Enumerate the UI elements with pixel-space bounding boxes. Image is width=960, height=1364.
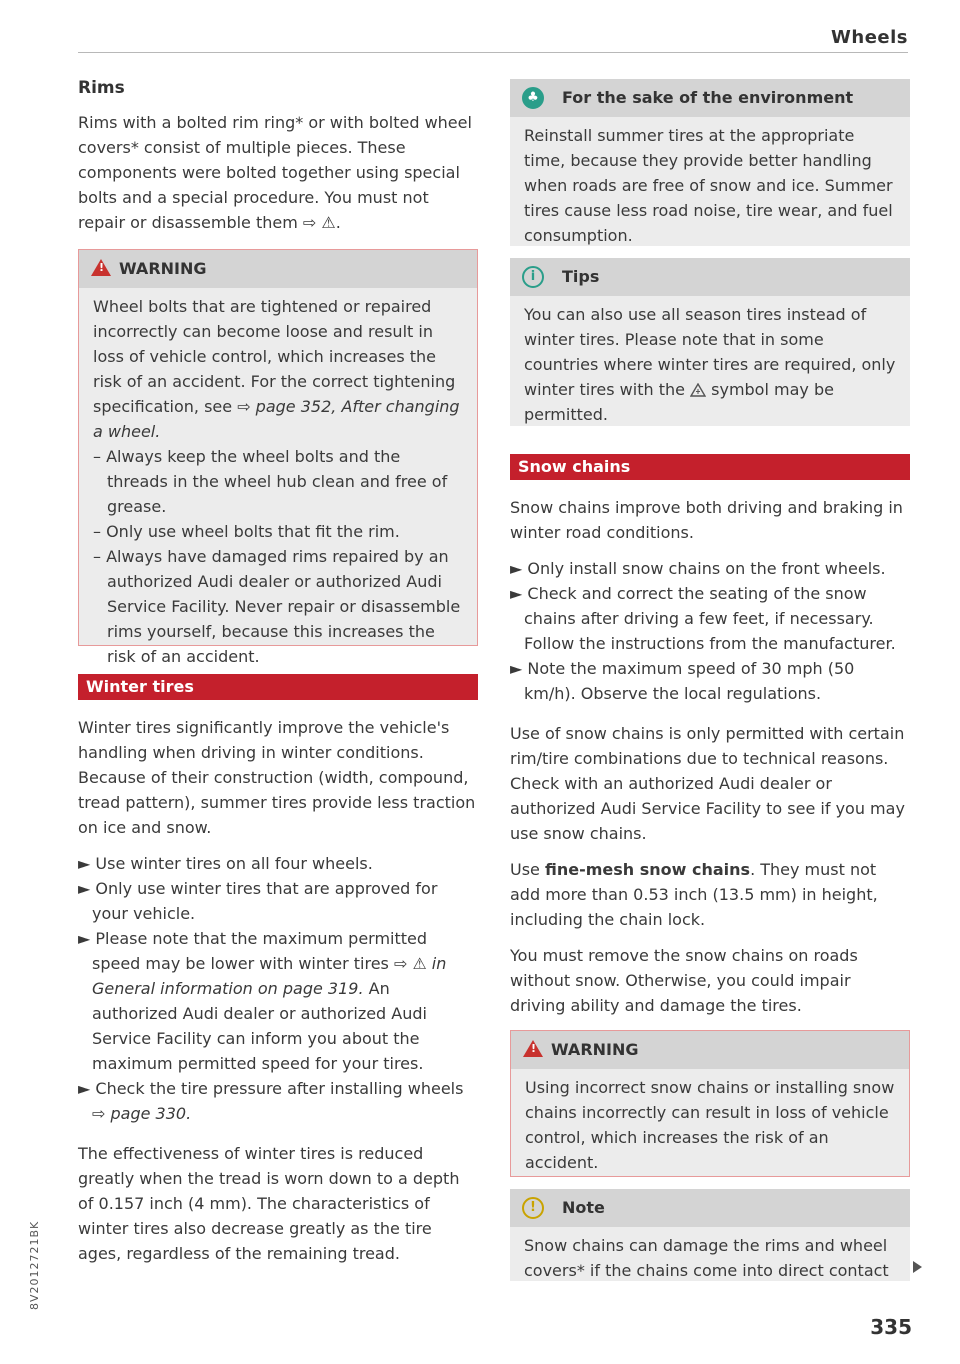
note-header (510, 1189, 910, 1227)
note-box (510, 1189, 910, 1281)
snow-chains-heading: Snow chains (510, 454, 910, 480)
tips-header (510, 258, 910, 296)
exclamation-icon: ! (522, 1197, 544, 1219)
rims-body: Rims with a bolted rim ring* or with bolted wheel covers* consist of multiple pieces. These components were bolted together using special bolts and a special procedure. You must not repair or disassemble them ⇨ ⚠. (78, 113, 472, 232)
tips-text: symbol may be permitted. (524, 380, 834, 424)
tips-box (510, 258, 910, 426)
winter-item (78, 1076, 478, 1126)
margin-code: 8V2012721BK (28, 1220, 41, 1310)
warning-header (511, 1031, 909, 1069)
snow-item: ► Note the maximum speed of 30 mph (50 km/h). Observe the local regulations. (510, 659, 855, 703)
continue-arrow-icon (913, 1261, 922, 1273)
warning-intro-text: Wheel bolts that are tightened or repaired incorrectly can become loose and result in loss of vehicle control, which increases the risk of an accident. For the correct tightening specification, see (93, 297, 456, 416)
snow-list (510, 556, 910, 706)
info-icon: i (522, 266, 544, 288)
winter-item-text: ► Check the tire pressure after installing wheels (78, 1079, 464, 1098)
winter-item: ► Use winter tires on all four wheels. (78, 854, 373, 873)
rims-heading: Rims (78, 78, 125, 98)
warning-body (79, 288, 477, 677)
note-title: Note (562, 1198, 605, 1217)
tips-body (510, 296, 910, 435)
environment-box (510, 79, 910, 246)
warning-item: – Only use wheel bolts that fit the rim. (93, 522, 400, 541)
warning-ref-link[interactable]: ⇨ page 352, After changing a wheel. (93, 397, 460, 441)
leaf-icon: ♣ (522, 87, 544, 109)
snow-intro: Snow chains improve both driving and braking in winter road conditions. (510, 498, 903, 542)
snow-para-text: . They must not add more than 0.53 inch (13.5 mm) in height, including the chain lock. (510, 860, 878, 929)
snow-para-text: Use (510, 860, 545, 879)
note-body: Snow chains can damage the rims and wheel covers* if the chains come into direct contact (524, 1236, 889, 1280)
warning-box-snow-chains (510, 1030, 910, 1177)
warning-intro (93, 294, 463, 444)
snow-para-remove: You must remove the snow chains on roads without snow. Otherwise, you could impair driving ability and damage the tires. (510, 946, 858, 1015)
warning-title: WARNING (119, 259, 207, 278)
snow-item: ► Check and correct the seating of the snow chains after driving a few feet, if necessary. Follow the instructions from the manufacturer. (510, 584, 896, 653)
winter-item-text: ► Please note that the maximum permitted speed may be lower with winter tires (78, 929, 428, 973)
winter-item: ► Only use winter tires that are approved for your vehicle. (78, 879, 438, 923)
warning-header (79, 250, 477, 288)
winter-outro: The effectiveness of winter tires is reduced greatly when the tread is worn down to a depth of 0.157 inch (4 mm). The characteristics of winter tires also decrease greatly as the tire ages, regardless of the remaining tread. (78, 1144, 460, 1263)
snowflake-mountain-icon (690, 383, 706, 397)
environment-header (510, 79, 910, 117)
tips-title: Tips (562, 267, 600, 286)
snow-para-fine-mesh (510, 857, 910, 932)
warning-item: – Always keep the wheel bolts and the threads in the wheel hub clean and free of grease. (93, 447, 448, 516)
snow-para-combinations: Use of snow chains is only permitted with certain rim/tire combinations due to technical reasons. Check with an authorized Audi dealer or authorized Audi Service Facility to see if you may use snow chains. (510, 724, 905, 843)
tire-pressure-ref-link[interactable]: ⇨ page 330. (92, 1104, 192, 1123)
environment-body: Reinstall summer tires at the appropriate time, because they provide better handling when roads are free of snow and ice. Summer tires cause less road noise, tire wear, and fuel consumption. (524, 126, 893, 245)
warning-item: – Always have damaged rims repaired by an authorized Audi dealer or authorized Audi Service Facility. Never repair or disassemble rims yourself, because this increases the risk of an accident. (93, 547, 461, 666)
winter-tires-heading: Winter tires (78, 674, 478, 700)
warning-icon (523, 1040, 543, 1057)
warning-box-wheel-bolts (78, 249, 478, 666)
environment-title: For the sake of the environment (562, 88, 854, 107)
warning-body: Using incorrect snow chains or installing snow chains incorrectly can result in loss of vehicle control, which increases the risk of an accident. (525, 1078, 895, 1172)
winter-intro: Winter tires significantly improve the vehicle's handling when driving in winter conditions. Because of their construction (width, compound, tread pattern), summer tires provide less traction on ice and snow. (78, 718, 476, 837)
winter-item (78, 926, 478, 1076)
page-number: 335 (870, 1315, 912, 1339)
header-rule (78, 52, 908, 53)
fine-mesh-emphasis: fine-mesh snow chains (544, 860, 751, 879)
winter-list (78, 851, 478, 1126)
general-info-ref-link[interactable]: ⇨ ⚠ in General information on page 319. (92, 954, 447, 998)
warning-icon (91, 259, 111, 276)
warning-title: WARNING (551, 1040, 639, 1059)
section-title: Wheels (831, 27, 908, 48)
snow-item: ► Only install snow chains on the front wheels. (510, 559, 886, 578)
tips-text: You can also use all season tires instead of winter tires. Please note that in some countries where winter tires are required, only winter tires with the (524, 305, 896, 399)
winter-item-text: An authorized Audi dealer or authorized Audi Service Facility can inform you about the maximum permitted speed for your tires. (92, 979, 427, 1073)
